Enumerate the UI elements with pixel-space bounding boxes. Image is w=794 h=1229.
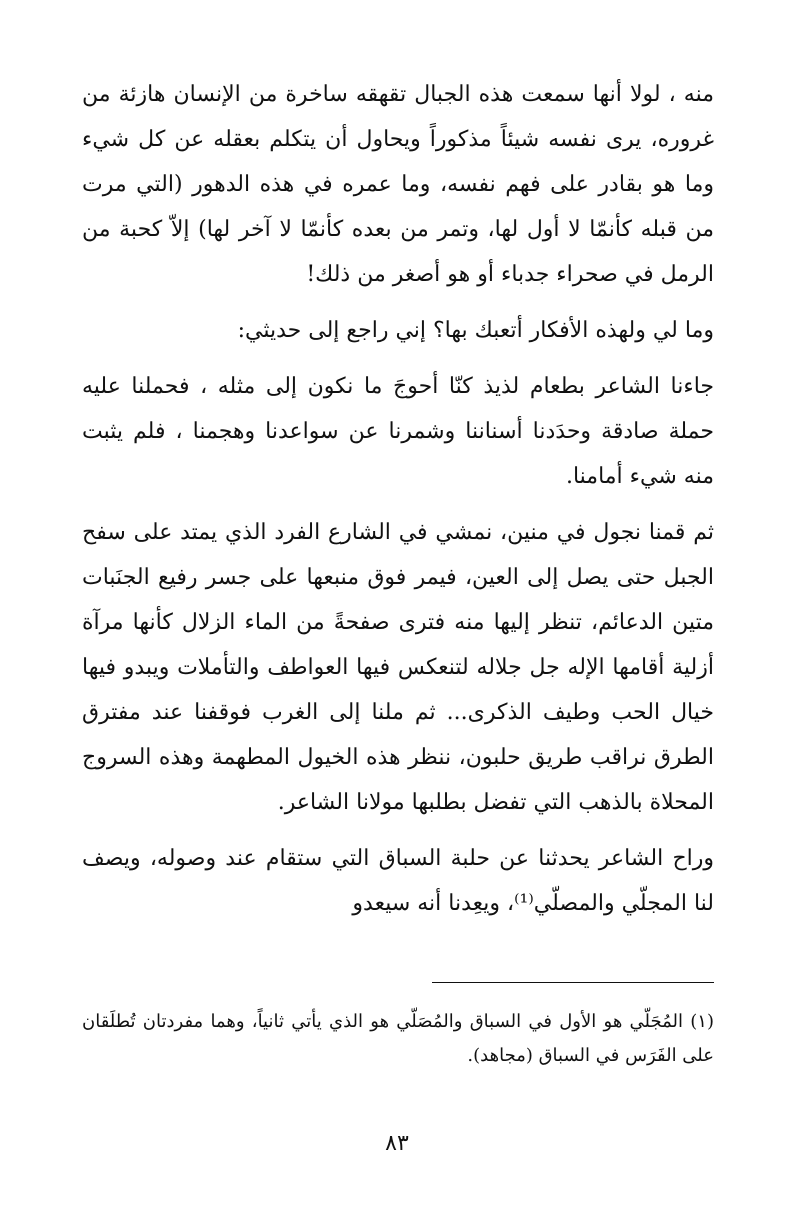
footnote-1: (١) المُجَلّي هو الأول في السباق والمُصَلّي هو الذي يأتي ثانياً، وهما مفردتان تُطلَقان على الفَرَس في السباق (مجاهد). (82, 1011, 714, 1066)
paragraph-3: جاءنا الشاعر بطعام لذيذ كنّا أحوجَ ما نكون إلى مثله ، فحملنا عليه حملة صادقة وحدَدنا أسناننا وشمرنا عن سواعدنا وهجمنا ، فلم يثبت منه شيء أمامنا. (82, 374, 714, 489)
paragraph-4: ثم قمنا نجول في منين، نمشي في الشارع الفرد الذي يمتد على سفح الجبل حتى يصل إلى العين، فيمر فوق منبعها على جسر رفيع الجنَبات متين الدعائم، تنظر إليها منه فترى صفحةً من الماء الزلال كأنها مرآة أزلية أقامها الإله جل جلاله لتنعكس فيها العواطف والتأملات ويبدو فيها خيال الحب وطيف الذكرى... ثم ملنا إلى الغرب فوقفنا عند مفترق الطرق نراقب طريق حلبون، ننظر هذه الخيول المطهمة وهذه السروج المحلاة بالذهب التي تفضل بطلبها مولانا الشاعر. (82, 520, 714, 815)
footnotes (82, 1005, 714, 1073)
main-text (82, 72, 714, 926)
footnote-divider (432, 982, 714, 983)
paragraph-5: وراح الشاعر يحدثنا عن حلبة السباق التي ستقام عند وصوله، ويصف لنا المجلّي والمصلّي⁽¹⁾، ويعِدنا أنه سيعدو (82, 846, 714, 916)
page-number: ٨٣ (385, 1131, 409, 1156)
paragraph-1: منه ، لولا أنها سمعت هذه الجبال تقهقه ساخرة من الإنسان هازئة من غروره، يرى نفسه شيئاً مذكوراً ويحاول أن يتكلم بعقله عن كل شيء وما هو بقادر على فهم نفسه، وما عمره في هذه الدهور (التي مرت من قبله كأنمّا لا أول لها، وتمر من بعده كأنمّا لا آخر لها) إلاّ كحبة من الرمل في صحراء جدباء أو هو أصغر من ذلك! (82, 82, 714, 287)
paragraph-2: وما لي ولهذه الأفكار أتعبك بها؟ إني راجع إلى حديثي: (237, 318, 714, 343)
